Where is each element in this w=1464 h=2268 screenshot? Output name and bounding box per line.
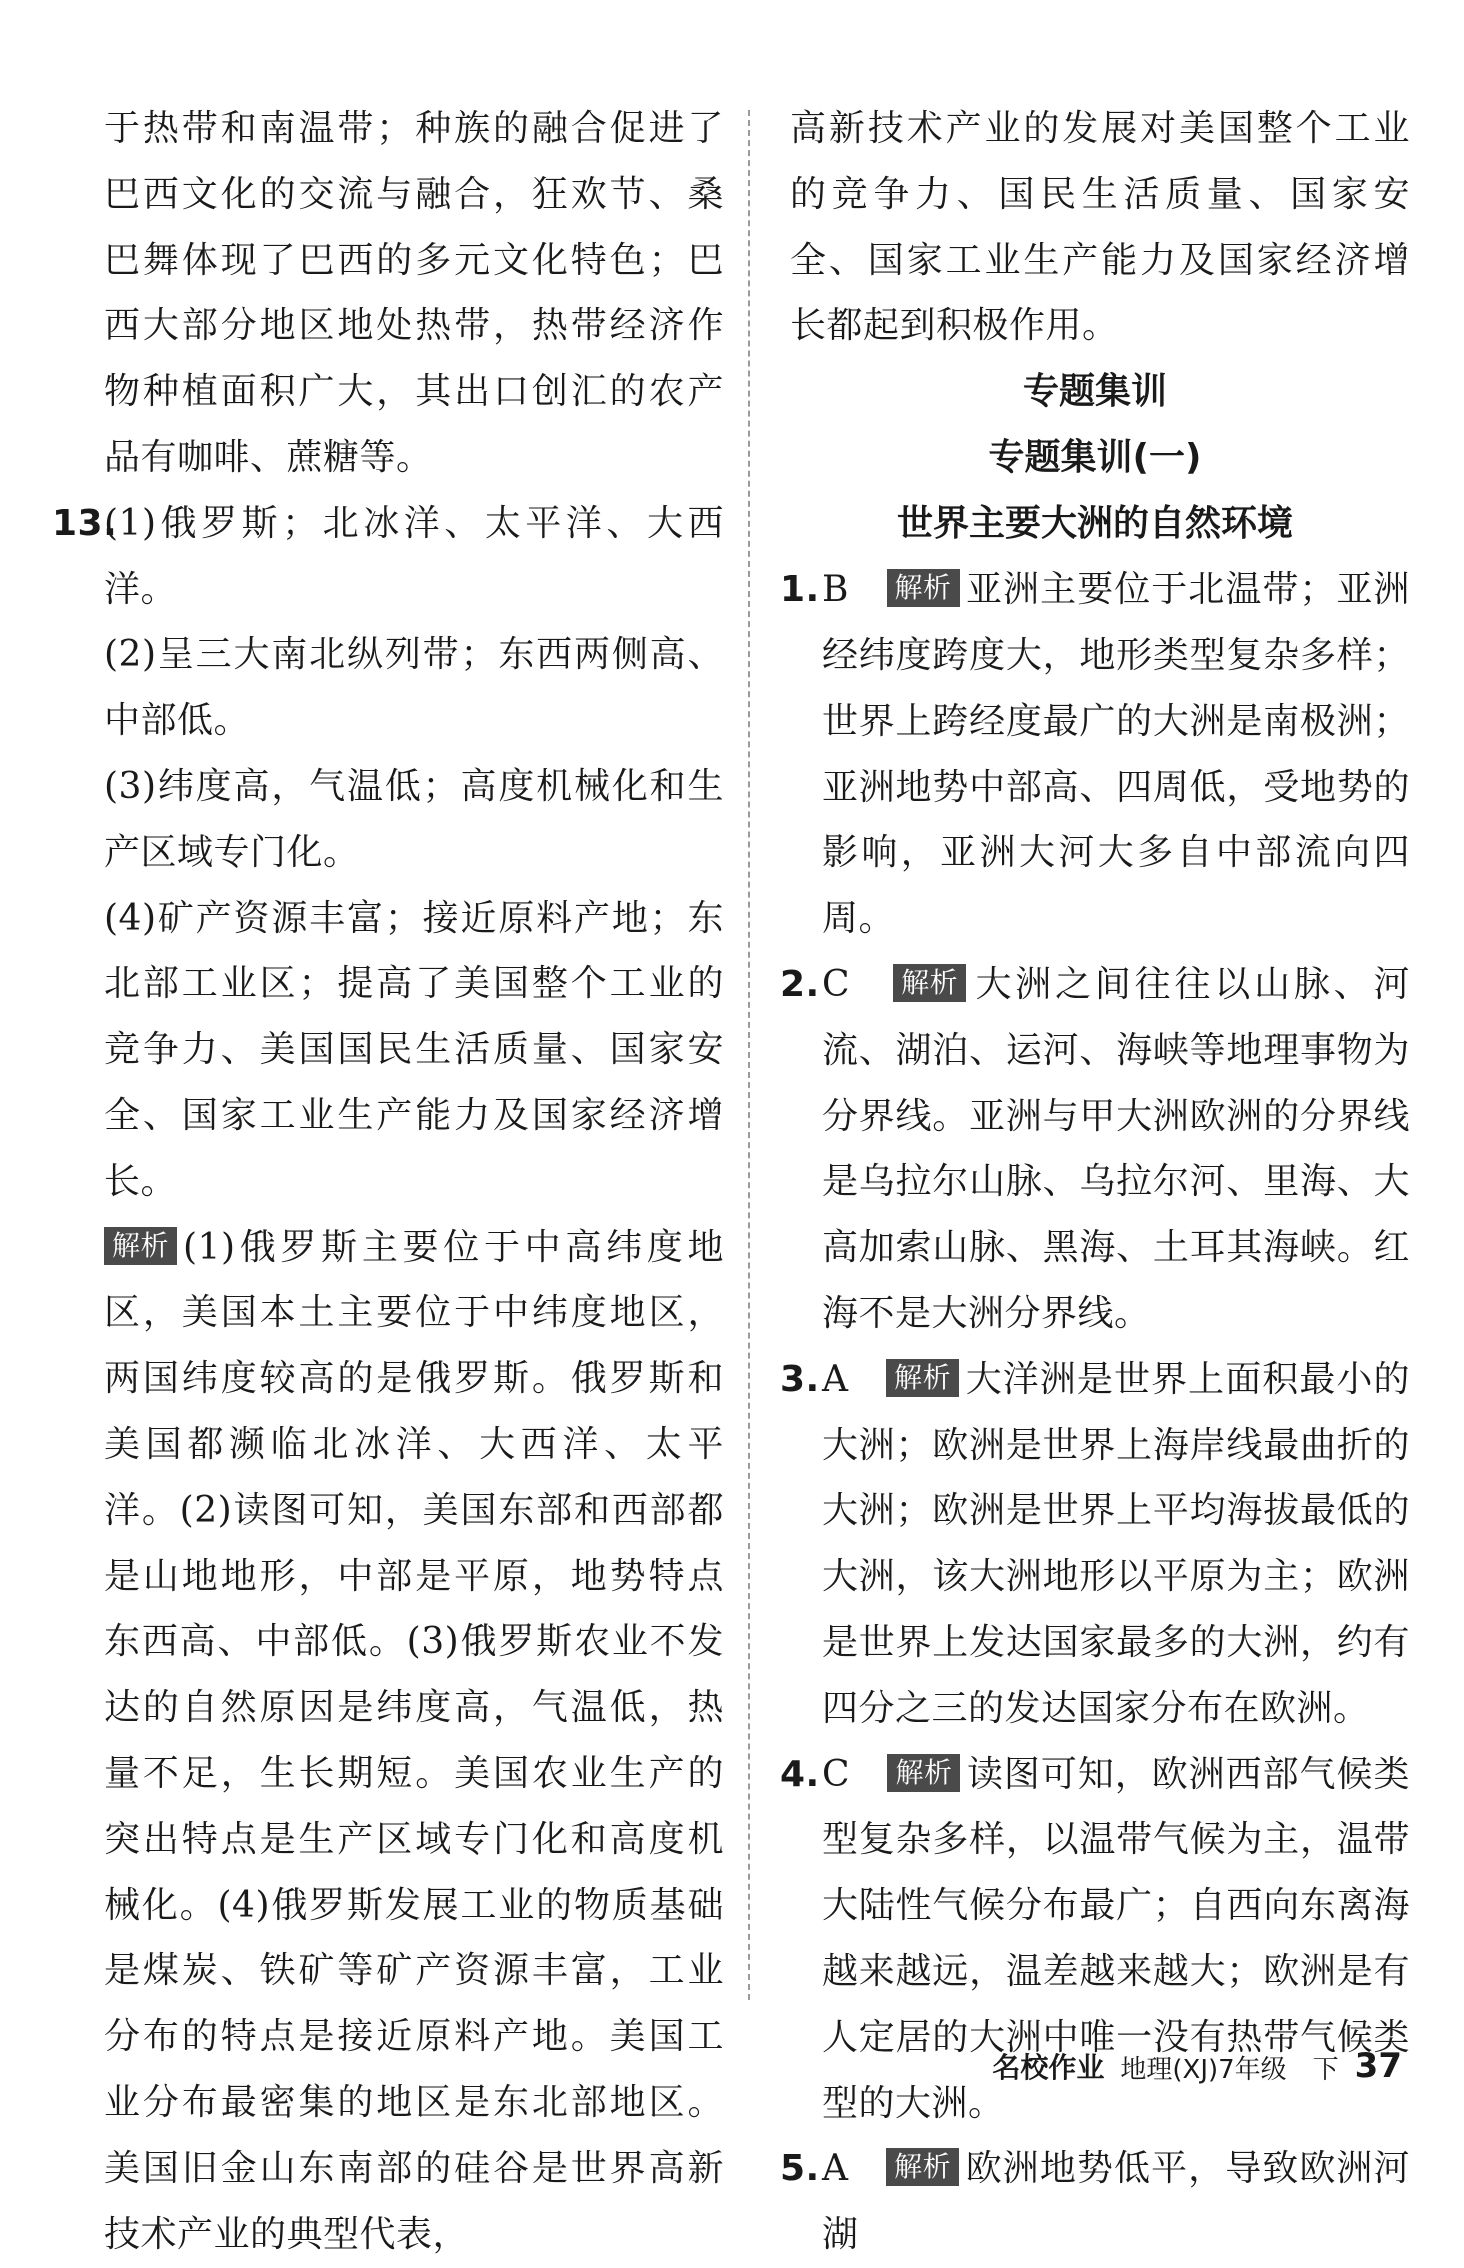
answer-number: 2. bbox=[780, 963, 820, 1005]
analysis-tag: 解析 bbox=[887, 569, 960, 607]
answer-analysis: 大洲之间往往以山脉、河流、湖泊、运河、海峡等地理事物为分界线。亚洲与甲大洲欧洲的分界线是乌拉尔山脉、乌拉尔河、里海、大高加索山脉、黑海、土耳其海峡。红海不是大洲分界线。 bbox=[822, 963, 1410, 1334]
right-continuation-paragraph: 高新技术产业的发展对美国整个工业的竞争力、国民生活质量、国家安全、国家工业生产能力及国家经济增长都起到积极作用。 bbox=[790, 108, 1410, 347]
right-column bbox=[780, 96, 1410, 2268]
left-continuation-paragraph: 于热带和南温带；种族的融合促进了巴西文化的交流与融合，狂欢节、桑巴舞体现了巴西的多元文化特色；巴西大部分地区地处热带，热带经济作物种植面积广大，其出口创汇的农产品有咖啡、蔗糖等。 bbox=[104, 108, 724, 478]
analysis-tag: 解析 bbox=[886, 1359, 959, 1397]
analysis-tag: 解析 bbox=[886, 2148, 959, 2186]
answer-item bbox=[780, 557, 1410, 952]
answer-choice: C bbox=[822, 1753, 851, 1795]
answer-analysis: 大洋洲是世界上面积最小的大洲；欧洲是世界上海岸线最曲折的大洲；欧洲是世界上平均海拔最低的大洲，该大洲地形以平原为主；欧洲是世界上发达国家最多的大洲，约有四分之三的发达国家分布在欧洲。 bbox=[822, 1358, 1410, 1729]
question-13-analysis-text: (1)俄罗斯主要位于中高纬度地区，美国本土主要位于中纬度地区，两国纬度较高的是俄罗斯。俄罗斯和美国都濒临北冰洋、大西洋、太平洋。(2)读图可知，美国东部和西部都是山地地形，中部是平原，地势特点东西高、中部低。(3)俄罗斯农业不发达的自然原因是纬度高，气温低，热量不足，生长期短。美国农业生产的突出特点是生产区域专门化和高度机械化。(4)俄罗斯发展工业的物质基础是煤炭、铁矿等矿产资源丰富，工业分布的特点是接近原料产地。美国工业分布最密集的地区是东北部地区。美国旧金山东南部的硅谷是世界高新技术产业的典型代表， bbox=[104, 1226, 724, 2255]
question-13-part-3: (3)纬度高，气温低；高度机械化和生产区域专门化。 bbox=[104, 765, 724, 873]
question-13-part-4: (4)矿产资源丰富；接近原料产地；东北部工业区；提高了美国整个工业的竞争力、美国国民生活质量、国家安全、国家工业生产能力及国家经济增长。 bbox=[104, 897, 724, 1202]
answer-analysis: 欧洲地势低平，导致欧洲河湖 bbox=[822, 2148, 1410, 2256]
analysis-tag: 解析 bbox=[104, 1227, 177, 1265]
answer-item bbox=[780, 2136, 1410, 2268]
answer-choice: A bbox=[822, 2148, 849, 2190]
answer-choice: A bbox=[822, 1358, 849, 1400]
left-column bbox=[52, 96, 724, 2267]
answer-item bbox=[780, 1347, 1410, 1742]
question-13-analysis bbox=[104, 1215, 724, 2268]
question-13 bbox=[52, 491, 724, 2268]
subsection-heading: 专题集训(一) bbox=[988, 437, 1202, 479]
page-footer bbox=[992, 2030, 1402, 2086]
answer-number: 3. bbox=[780, 1358, 820, 1400]
page-number: 37 bbox=[1354, 2046, 1402, 2086]
answer-analysis: 亚洲主要位于北温带；亚洲经纬度跨度大，地形类型复杂多样；世界上跨经度最广的大洲是南极洲；亚洲地势中部高、四周低，受地势的影响，亚洲大河大多自中部流向四周。 bbox=[822, 569, 1410, 940]
answer-choice: C bbox=[822, 963, 851, 1005]
answer-number: 1. bbox=[780, 569, 820, 611]
answer-choice: B bbox=[822, 569, 849, 611]
section-heading: 专题集训 bbox=[1022, 371, 1167, 413]
footer-brand: 名校作业 bbox=[992, 2051, 1105, 2084]
column-divider bbox=[748, 110, 750, 2000]
footer-subject: 地理(XJ)7年级 下 bbox=[1120, 2055, 1339, 2085]
answer-analysis: 读图可知，欧洲西部气候类型复杂多样，以温带气候为主，温带大陆性气候分布最广；自西向东离海越来越远，温差越来越大；欧洲是有人定居的大洲中唯一没有热带气候类型的大洲。 bbox=[822, 1753, 1410, 2124]
answer-number: 5. bbox=[780, 2148, 820, 2190]
question-13-number: 13. bbox=[52, 502, 118, 544]
answer-item bbox=[780, 952, 1410, 1347]
question-13-part-2: (2)呈三大南北纵列带；东西两侧高、中部低。 bbox=[104, 634, 724, 742]
answer-list bbox=[780, 557, 1410, 2268]
question-13-part-1: (1)俄罗斯；北冰洋、太平洋、大西洋。 bbox=[104, 502, 724, 610]
analysis-tag: 解析 bbox=[893, 964, 966, 1002]
analysis-tag: 解析 bbox=[887, 1754, 960, 1792]
topic-heading: 世界主要大洲的自然环境 bbox=[896, 503, 1293, 545]
answer-number: 4. bbox=[780, 1753, 820, 1795]
